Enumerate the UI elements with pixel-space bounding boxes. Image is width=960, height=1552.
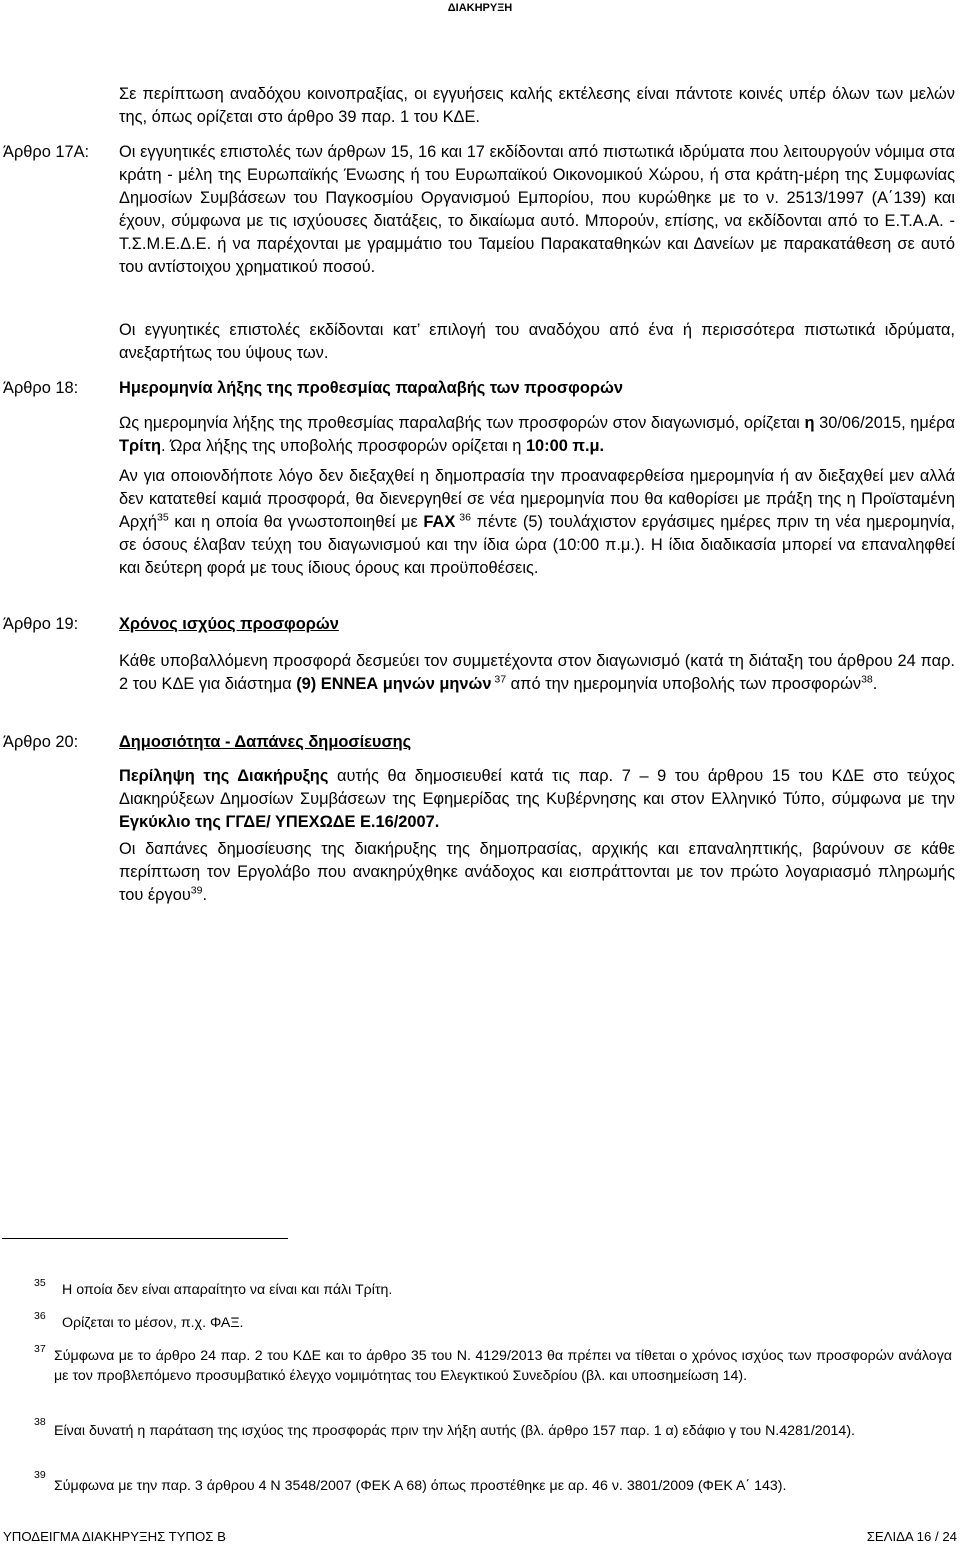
article-18-label: Άρθρο 18: bbox=[3, 379, 79, 397]
article-19-heading: Χρόνος ισχύος προσφορών bbox=[119, 615, 339, 633]
article-20-heading: Δημοσιότητα - Δαπάνες δημοσίευσης bbox=[119, 733, 412, 751]
footnote-39-number: 39 bbox=[34, 1469, 46, 1481]
footnote-ref-38: 38 bbox=[861, 673, 873, 686]
a19-p1-c: από την ημερομηνία υποβολής των προσφορών bbox=[506, 675, 862, 693]
article-18-heading: Ημερομηνία λήξης της προθεσμίας παραλαβής των προσφορών bbox=[119, 379, 623, 397]
article-19-label: Άρθρο 19: bbox=[3, 615, 79, 633]
footnote-35-number: 35 bbox=[34, 1277, 46, 1289]
footnote-37-text: Σύμφωνα με το άρθρο 24 παρ. 2 του ΚΔΕ και το άρθρο 35 του Ν. 4129/2013 θα πρέπει να τίθεται ο χρόνος ισχύος των προσφορών ανάλογα με τον προβλεπόμενο προσυμβατικό έλεγχο νομιμότητας του Ελεγκτικού Συνεδρίου (βλ. και υποσημείωση 14). bbox=[54, 1348, 952, 1384]
a20-p2-a: Οι δαπάνες δημοσίευσης της διακήρυξης της δημοπρασίας, αρχικής και επαναληπτικής, βαρύνουν σε κάθε περίπτωση τον Εργολάβο που ανακηρύχθηκε ανάδοχος και εισπράττονται με τον πρώτο λογαριασμό πληρωμής του έργου bbox=[119, 840, 955, 904]
article-18-paragraph-1 bbox=[119, 412, 955, 458]
article-20-label: Άρθρο 20: bbox=[3, 733, 79, 751]
a20-p2-b: . bbox=[202, 886, 208, 904]
a18-p1-time: 10:00 π.μ. bbox=[525, 437, 605, 455]
a18-p2-b: και η οποία θα γνωστοποιηθεί με bbox=[168, 513, 424, 531]
article-20-paragraph-2 bbox=[119, 838, 955, 907]
footer-document-type: ΥΠΟΔΕΙΓΜΑ ΔΙΑΚΗΡΥΞΗΣ ΤΥΠΟΣ Β bbox=[3, 1529, 226, 1544]
a20-p1-a: Περίληψη της Διακήρυξης bbox=[119, 767, 329, 785]
footnote-ref-39: 39 bbox=[190, 884, 203, 897]
page-header-title: ΔΙΑΚΗΡΥΞΗ bbox=[447, 2, 513, 14]
a18-p1-c: 30/06/2015, ημέρα bbox=[814, 414, 955, 432]
footnote-36-text: Ορίζεται το μέσον, π.χ. ΦΑΞ. bbox=[62, 1315, 244, 1331]
intro-paragraph: Σε περίπτωση αναδόχου κοινοπραξίας, οι εγγυήσεις καλής εκτέλεσης είναι πάντοτε κοινές υπέρ όλων των μελών της, όπως ορίζεται στο άρθρο 39 παρ. 1 του ΚΔΕ. bbox=[119, 85, 955, 126]
footnote-36-number: 36 bbox=[34, 1310, 46, 1322]
footnote-38-text: Είναι δυνατή η παράταση της ισχύος της προσφοράς πριν την λήξη αυτής (βλ. άρθρο 157 παρ. 1 α) εδάφιο γ του Ν.4281/2014). bbox=[54, 1423, 855, 1439]
a20-p1-b: αυτής θα δημοσιευθεί κατά τις παρ. 7 – 9 του άρθρου 15 του ΚΔΕ στο τεύχος Διακηρύξεων Δημοσίων Συμβάσεων της Εφημερίδας της Κυβέρνησης και στον Ελληνικό Τύπο, σύμφωνα με την bbox=[119, 767, 955, 808]
a18-p1-e: . Ώρα λήξης της υποβολής προσφορών ορίζεται η bbox=[161, 437, 526, 455]
footnote-35-text: Η οποία δεν είναι απαραίτητο να είναι και πάλι Τρίτη. bbox=[62, 1282, 393, 1298]
a19-p1-duration: (9) ΕΝΝΕΑ μηνών μηνών bbox=[296, 675, 492, 693]
footnote-38-number: 38 bbox=[34, 1416, 46, 1428]
article-17a-paragraph-1: Οι εγγυητικές επιστολές των άρθρων 15, 16 και 17 εκδίδονται από πιστωτικά ιδρύματα που λειτουργούν νόμιμα στα κράτη - μέλη της Ευρωπαϊκής Ένωσης ή του Ευρωπαϊκού Οικονομικού Χώρου, ή στα κράτη-μέρη της Συμφωνίας Δημοσίων Συμβάσεων του Παγκοσμίου Οργανισμού Εμπορίου, που κυρώθηκε με το ν. 2513/1997 (Α΄139) και έχουν, σύμφωνα με τις ισχύουσες διατάξεις, το δικαίωμα αυτό. Μπορούν, επίσης, να εκδίδονται από το Ε.Τ.Α.Α. - Τ.Σ.Μ.Ε.Δ.Ε. ή να παρέχονται με γραμμάτιο του Ταμείου Παρακαταθηκών και Δανείων με παρακατάθεση σε αυτό του αντίστοιχου χρηματικού ποσού. bbox=[119, 143, 955, 276]
a18-p2-a: Αν για οποιονδήποτε λόγο δεν διεξαχθεί η δημοπρασία την προαναφερθείσα ημερομηνία ή αν διεξαχθεί μεν αλλά δεν κατατεθεί καμιά προσφορά, θα διενεργηθεί σε νέα ημερομηνία που θα καθορίσει με πράξη της η Προϊσταμένη Αρχή bbox=[119, 467, 955, 531]
a18-p1-a: Ως ημερομηνία λήξης της προθεσμίας παραλαβής των προσφορών στον διαγωνισμό, ορίζεται bbox=[119, 414, 805, 432]
footnote-39-text: Σύμφωνα με την παρ. 3 άρθρου 4 Ν 3548/2007 (ΦΕΚ Α 68) όπως προστέθηκε με αρ. 46 ν. 3801/2009 (ΦΕΚ Α΄ 143). bbox=[54, 1478, 787, 1494]
footnote-37-number: 37 bbox=[34, 1343, 46, 1355]
a19-p1-a: Κάθε υποβαλλόμενη προσφορά δεσμεύει τον συμμετέχοντα στον διαγωνισμό (κατά τη διάταξη του άρθρου 24 παρ. 2 του ΚΔΕ για διάστημα bbox=[119, 652, 955, 693]
a18-p1-b: η bbox=[804, 414, 815, 432]
article-17a-label: Άρθρο 17Α: bbox=[3, 143, 90, 161]
footnote-ref-36: 36 bbox=[455, 511, 471, 524]
a18-p2-d: πέντε (5) τουλάχιστον εργάσιμες ημέρες πριν τη νέα ημερομηνία, σε όσους έλαβαν τεύχη του διαγωνισμού και την ίδια ώρα (10:00 π.μ.). Η ίδια διαδικασία μπορεί να επαναληφθεί και δεύτερη φορά με τους ίδιους όρους και προϋποθέσεις. bbox=[119, 513, 955, 577]
a19-p1-d: . bbox=[872, 675, 878, 693]
footer-page-number: ΣΕΛΙΔΑ 16 / 24 bbox=[866, 1529, 957, 1544]
footnote-ref-35: 35 bbox=[156, 511, 169, 524]
a20-p1-circular: Εγκύκλιο της ΓΓΔΕ/ ΥΠΕΧΩΔΕ Ε.16/2007. bbox=[119, 813, 440, 831]
a18-p2-fax: FAX bbox=[423, 513, 456, 531]
article-20-paragraph-1 bbox=[119, 765, 955, 834]
footnote-ref-37: 37 bbox=[491, 673, 507, 686]
article-18-paragraph-2 bbox=[119, 465, 955, 580]
article-19-paragraph-1 bbox=[119, 650, 955, 696]
article-17a-paragraph-2: Οι εγγυητικές επιστολές εκδίδονται κατ’ επιλογή του αναδόχου από ένα ή περισσότερα πιστωτικά ιδρύματα, ανεξαρτήτως του ύψους των. bbox=[119, 321, 955, 362]
a18-p1-day: Τρίτη bbox=[119, 437, 162, 455]
footnote-separator bbox=[2, 1238, 288, 1239]
